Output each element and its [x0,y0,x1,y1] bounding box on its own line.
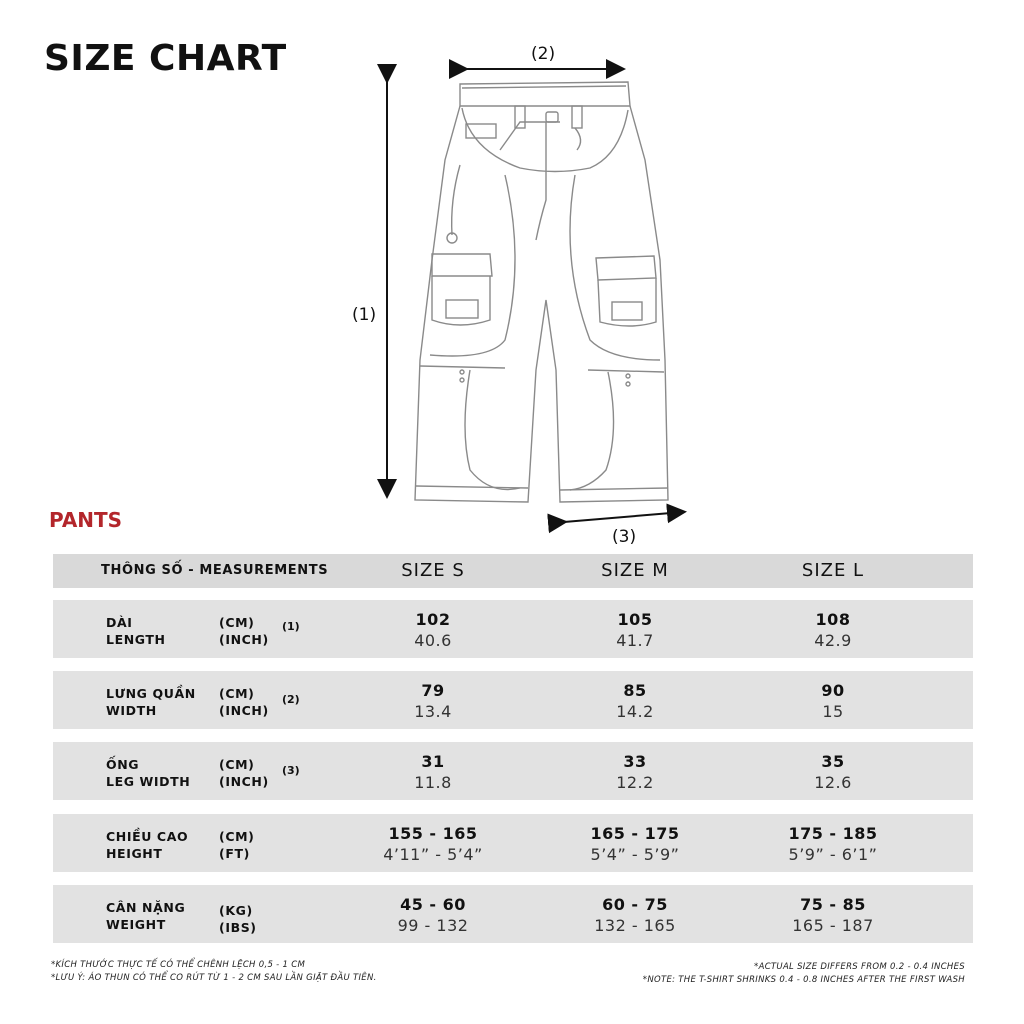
table-row [53,814,973,872]
value-cell: 45 - 60 99 - 132 [397,895,469,935]
row-ref: (3) [282,764,300,777]
footnote-vi: *KÍCH THƯỚC THỰC TẾ CÓ THỂ CHÊNH LỆCH 0,5 - 1 CM *LƯU Ý: ÁO THUN CÓ THỂ CO RÚT TỪ 1 - 2 CM SAU LẦN GIẶT ĐẦU TIÊN. [51,960,377,983]
table-row [53,600,973,658]
row-label: DÀI LENGTH [106,615,166,647]
value-cell: 33 12.2 [616,752,654,792]
value-cell: 155 - 165 4’11” - 5’4” [383,824,483,864]
value-cell: 79 13.4 [414,681,452,721]
table-row [53,671,973,729]
value-cell: 105 41.7 [616,610,654,650]
row-label: LƯNG QUẦN WIDTH [106,686,196,718]
section-title: PANTS [49,508,123,532]
row-units: (CM) (FT) [219,829,255,861]
length-label: (1) [352,305,377,325]
row-units: (CM) (INCH) [219,686,269,718]
measurements-header: THÔNG SỐ - MEASUREMENTS [101,563,329,578]
size-s-header: SIZE S [401,560,465,581]
value-cell: 108 42.9 [814,610,852,650]
value-cell: 85 14.2 [616,681,654,721]
row-units: (CM) (INCH) [219,615,269,647]
page-title: SIZE CHART [44,38,287,79]
value-cell: 60 - 75 132 - 165 [594,895,676,935]
size-m-header: SIZE M [601,560,669,581]
value-cell: 175 - 185 5’9” - 6’1” [788,824,878,864]
pants-outline [415,82,668,502]
leg-label: (3) [612,527,637,547]
row-ref: (2) [282,693,300,706]
table-row [53,885,973,943]
table-row [53,742,973,800]
row-label: CHIỀU CAO HEIGHT [106,829,189,861]
row-label: ỐNG LEG WIDTH [106,757,191,789]
value-cell: 35 12.6 [814,752,852,792]
table-header [53,554,973,588]
footnote-en: *ACTUAL SIZE DIFFERS FROM 0.2 - 0.4 INCHES *NOTE: THE T-SHIRT SHRINKS 0.4 - 0.8 INCHES AFTER THE FIRST WASH [642,962,965,985]
value-cell: 90 15 [821,681,845,721]
row-units: (KG) (IBS) [219,903,257,935]
row-ref: (1) [282,620,300,633]
value-cell: 165 - 175 5’4” - 5’9” [590,824,680,864]
value-cell: 75 - 85 165 - 187 [792,895,874,935]
value-cell: 102 40.6 [414,610,452,650]
leg-arrow [564,512,683,522]
size-l-header: SIZE L [801,560,865,581]
row-label: CÂN NẶNG WEIGHT [106,900,186,932]
row-units: (CM) (INCH) [219,757,269,789]
value-cell: 31 11.8 [414,752,452,792]
waist-label: (2) [531,44,556,64]
